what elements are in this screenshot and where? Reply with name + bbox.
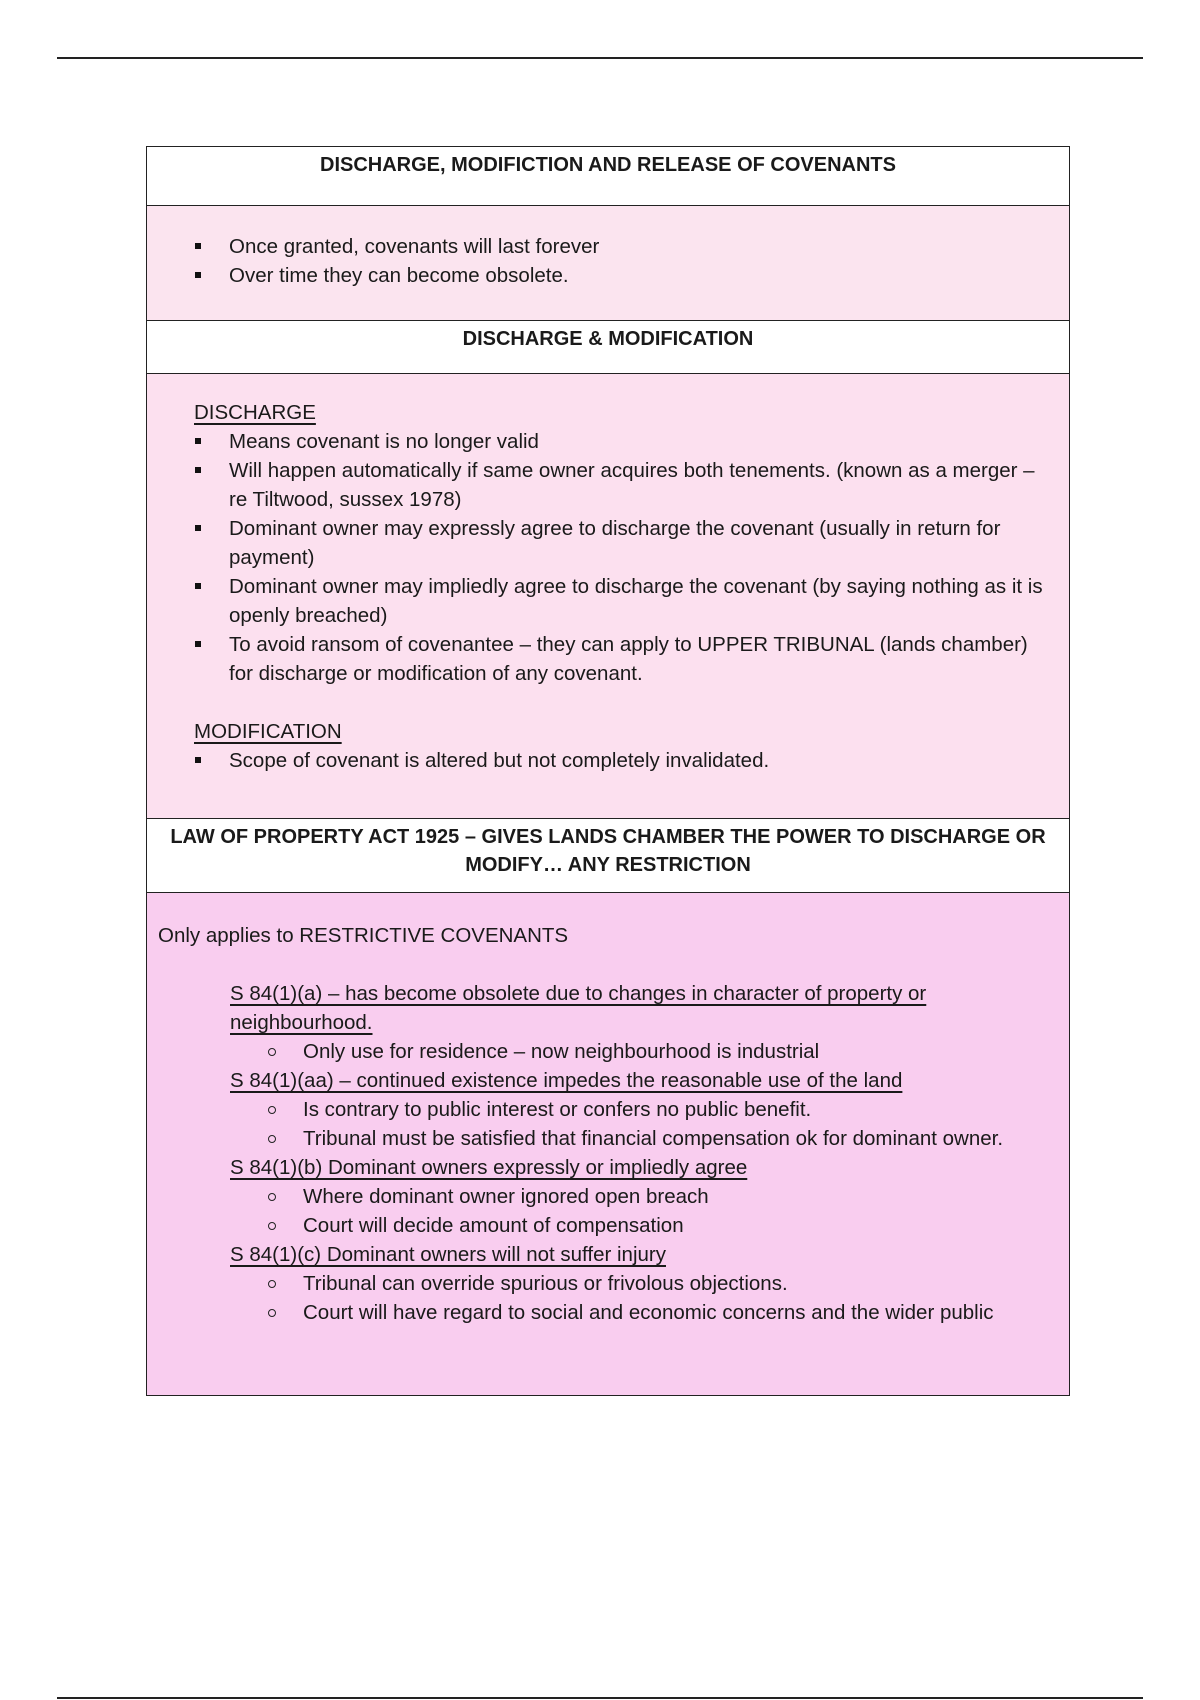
list-item: Tribunal must be satisfied that financial compensation ok for dominant owner. — [303, 1124, 1049, 1153]
notes-table — [146, 146, 1070, 1396]
list-item: To avoid ransom of covenantee – they can apply to UPPER TRIBUNAL (lands chamber) for discharge or modification of any covenant. — [229, 630, 1049, 688]
list-item: Will happen automatically if same owner acquires both tenements. (known as a merger – re Tiltwood, sussex 1978) — [229, 456, 1049, 514]
list-item: Is contrary to public interest or confers no public benefit. — [303, 1095, 1049, 1124]
intro-list — [147, 232, 1069, 290]
list-item: Dominant owner may expressly agree to discharge the covenant (usually in return for payment) — [229, 514, 1049, 572]
modification-list — [147, 746, 1069, 775]
header-rule — [57, 57, 1143, 59]
table-title: DISCHARGE, MODIFICTION AND RELEASE OF COVENANTS — [320, 154, 896, 176]
list-item: Only use for residence – now neighbourhood is industrial — [303, 1037, 1049, 1066]
list-item: Once granted, covenants will last forever — [229, 232, 1049, 261]
section-heading: S 84(1)(b) Dominant owners expressly or impliedly agree — [230, 1156, 748, 1179]
section-heading: S 84(1)(a) – has become obsolete due to changes in character of property or neighbourhood. — [230, 982, 927, 1034]
list-item: Dominant owner may impliedly agree to discharge the covenant (by saying nothing as it is openly breached) — [229, 572, 1049, 630]
section-heading: S 84(1)(c) Dominant owners will not suffer injury — [230, 1243, 666, 1266]
list-item: Scope of covenant is altered but not completely invalidated. — [229, 746, 1049, 775]
section-points — [147, 1037, 1069, 1066]
section-heading: S 84(1)(aa) – continued existence impedes the reasonable use of the land — [230, 1069, 903, 1092]
modification-heading: MODIFICATION — [194, 720, 342, 743]
list-item: Court will have regard to social and economic concerns and the wider public — [303, 1298, 1049, 1327]
section-header-row — [147, 819, 1069, 893]
lpa-row — [147, 893, 1069, 1395]
list-item: Where dominant owner ignored open breach — [303, 1182, 1049, 1211]
discharge-modification-row — [147, 374, 1069, 819]
section-header-row — [147, 321, 1069, 374]
section-points — [147, 1095, 1069, 1153]
section-points — [147, 1269, 1069, 1327]
intro-row — [147, 206, 1069, 321]
lpa-intro: Only applies to RESTRICTIVE COVENANTS — [158, 924, 569, 947]
list-item: Tribunal can override spurious or frivolous objections. — [303, 1269, 1049, 1298]
list-item: Means covenant is no longer valid — [229, 427, 1049, 456]
footer-rule — [57, 1697, 1143, 1699]
list-item: Court will decide amount of compensation — [303, 1211, 1049, 1240]
section-title: LAW OF PROPERTY ACT 1925 – GIVES LANDS CHAMBER THE POWER TO DISCHARGE OR MODIFY… ANY RESTRICTION — [170, 826, 1046, 876]
section-points — [147, 1182, 1069, 1240]
list-item: Over time they can become obsolete. — [229, 261, 1049, 290]
discharge-list — [147, 427, 1069, 688]
discharge-heading: DISCHARGE — [194, 401, 316, 424]
table-title-row — [147, 147, 1069, 206]
section-title: DISCHARGE & MODIFICATION — [462, 328, 754, 350]
